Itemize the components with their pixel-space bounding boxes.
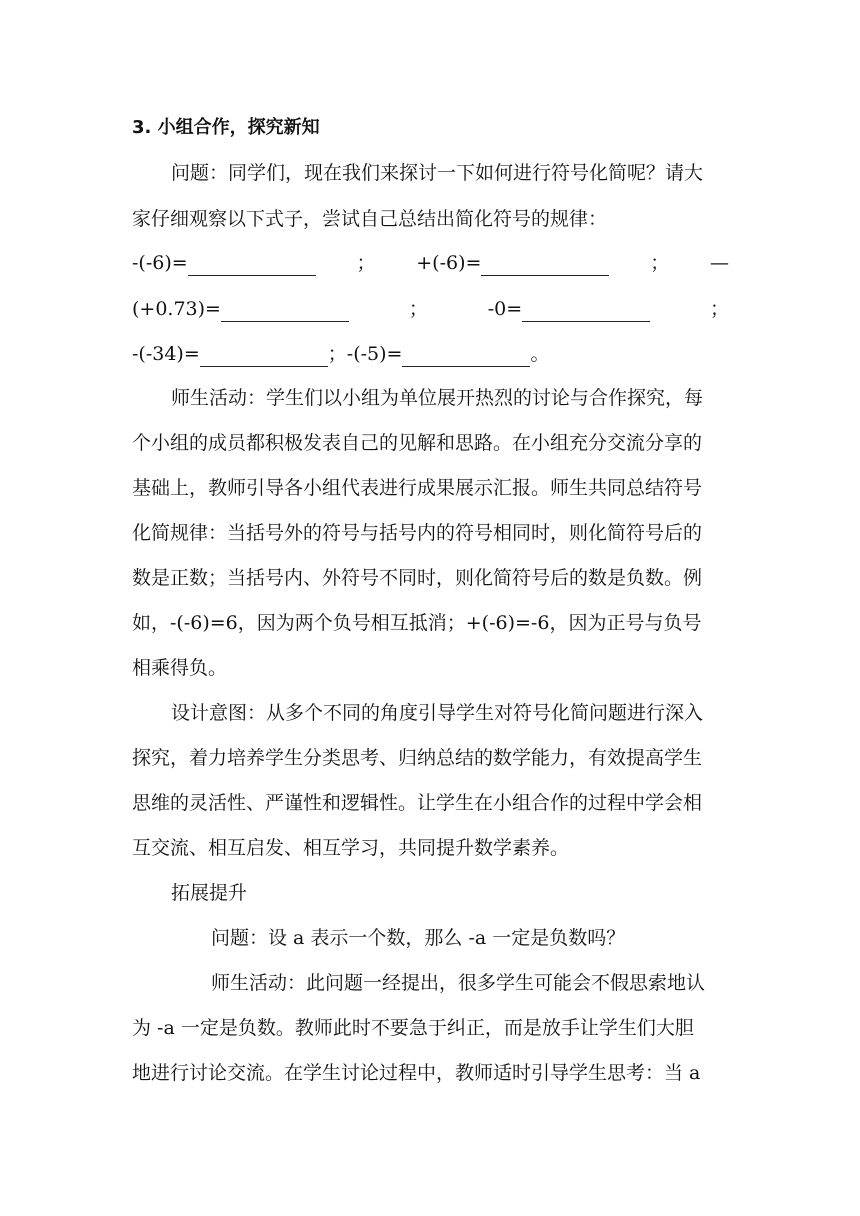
question-line-2: 家仔细观察以下式子，尝试自己总结出简化符号的规律：	[132, 208, 608, 230]
separator: ；	[650, 252, 670, 274]
exercise-5: -(-34)=	[132, 343, 328, 365]
activity-line: 师生活动：学生们以小组为单位展开热烈的讨论与合作探究，每	[171, 387, 704, 409]
answer-blank[interactable]	[200, 348, 328, 367]
exercise-1: -(-6)=	[132, 250, 316, 276]
exercise-2: +(-6)=	[416, 250, 609, 276]
answer-blank[interactable]	[188, 257, 316, 276]
answer-blank[interactable]	[522, 303, 650, 322]
exercise-3-minus: —	[709, 252, 729, 274]
extension-activity-line: 为 -a 一定是负数。教师此时不要急于纠正，而是放手让学生们大胆	[132, 1017, 694, 1039]
question-line-1: 问题：同学们，现在我们来探讨一下如何进行符号化简呢？请大	[171, 162, 704, 184]
answer-blank[interactable]	[402, 348, 530, 367]
activity-line: 化简规律：当括号外的符号与括号内的符号相同时，则化简符号后的	[132, 522, 703, 544]
intent-line: 互交流、相互启发、相互学习，共同提升数学素养。	[132, 837, 570, 859]
exercise-row-2	[132, 296, 729, 322]
intent-line: 设计意图：从多个不同的角度引导学生对符号化简问题进行深入	[171, 702, 704, 724]
separator: ；	[709, 298, 729, 320]
intent-line: 思维的灵活性、严谨性和逻辑性。让学生在小组合作的过程中学会相	[132, 792, 703, 814]
exercise-6: -(-5)=	[347, 343, 531, 365]
separator: ；	[327, 343, 347, 365]
extension-activity-line: 地进行讨论交流。在学生讨论过程中，教师适时引导学生思考：当 a	[132, 1062, 701, 1084]
activity-line: 相乘得负。	[132, 657, 228, 679]
separator: ；	[356, 252, 376, 274]
extension-question: 问题：设 a 表示一个数，那么 -a 一定是负数吗？	[211, 927, 626, 949]
activity-line: 个小组的成员都积极发表自己的见解和思路。在小组充分交流分享的	[132, 432, 703, 454]
extension-activity-line: 师生活动：此问题一经提出，很多学生可能会不假思索地认	[211, 972, 706, 994]
section-heading: 3. 小组合作，探究新知	[132, 117, 320, 138]
sentence-end: 。	[530, 343, 550, 365]
activity-line: 如，-(-6)=6，因为两个负号相互抵消；+(-6)=-6，因为正号与负号	[132, 612, 702, 634]
intent-line: 探究，着力培养学生分类思考、归纳总结的数学能力，有效提高学生	[132, 747, 703, 769]
exercise-3: (+0.73)=	[132, 296, 349, 322]
activity-line: 数是正数；当括号内、外符号不同时，则化简符号后的数是负数。例	[132, 567, 703, 589]
separator: ；	[408, 298, 428, 320]
exercise-4: -0=	[488, 296, 650, 322]
extension-title: 拓展提升	[171, 882, 248, 904]
answer-blank[interactable]	[221, 303, 349, 322]
exercise-row-1	[132, 250, 729, 276]
activity-line: 基础上，教师引导各小组代表进行成果展示汇报。师生共同总结符号	[132, 477, 703, 499]
answer-blank[interactable]	[481, 257, 609, 276]
exercise-row-3	[132, 341, 549, 367]
